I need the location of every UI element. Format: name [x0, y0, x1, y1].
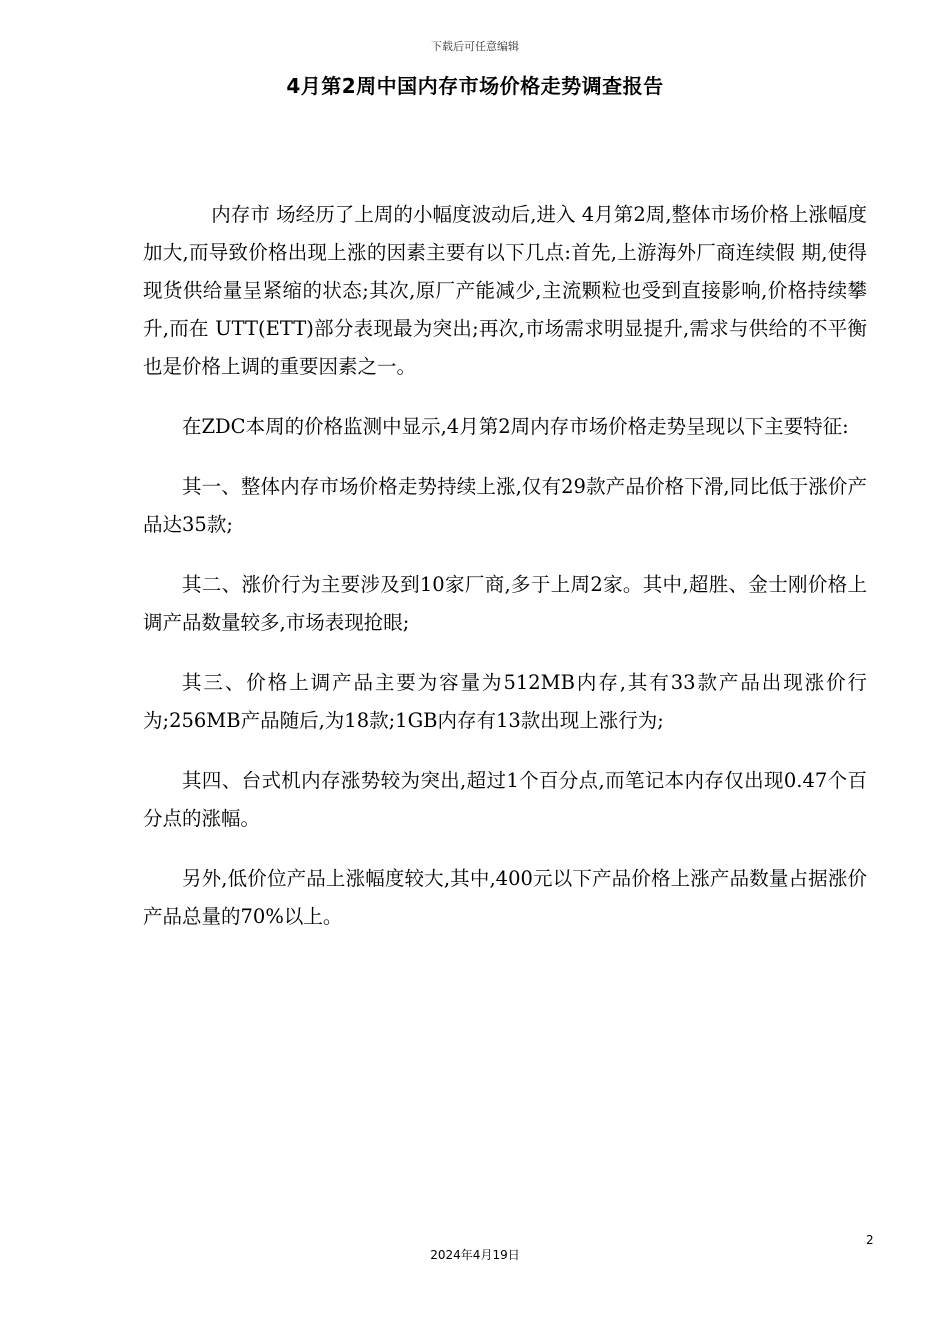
paragraph-additional: 另外,低价位产品上涨幅度较大,其中,400元以下产品价格上涨产品数量占据涨价产品总量的70%以上。 [143, 867, 867, 928]
paragraph-feature-4: 其四、台式机内存涨势较为突出,超过1个百分点,而笔记本内存仅出现0.47个百分点的涨幅。 [143, 769, 867, 830]
footer-date: 2024年4月19日 [430, 1248, 520, 1262]
page-number: 2 [866, 1233, 874, 1247]
document-body [143, 196, 867, 958]
document-title: 4月第2周中国内存市场价格走势调查报告 [286, 74, 664, 98]
header-note: 下载后可任意编辑 [431, 40, 519, 53]
paragraph-feature-2: 其二、涨价行为主要涉及到10家厂商,多于上周2家。其中,超胜、金士刚价格上调产品数量较多,市场表现抢眼; [143, 573, 867, 634]
paragraph-feature-1: 其一、整体内存市场价格走势持续上涨,仅有29款产品价格下滑,同比低于涨价产品达35款; [143, 475, 867, 536]
paragraph-feature-3: 其三、价格上调产品主要为容量为512MB内存,其有33款产品出现涨价行为;256MB产品随后,为18款;1GB内存有13款出现上涨行为; [143, 671, 867, 732]
paragraph-monitoring: 在ZDC本周的价格监测中显示,4月第2周内存市场价格走势呈现以下主要特征: [182, 415, 849, 438]
paragraph-intro: 内存市 场经历了上周的小幅度波动后,进入 4月第2周,整体市场价格上涨幅度加大,而导致价格出现上涨的因素主要有以下几点:首先,上游海外厂商连续假 期,使得现货供给量呈紧缩的状态;其次,原厂产能减少,主流颗粒也受到直接影响,价格持续攀升,而在 UTT(ETT)部分表现最为突出;再次,市场需求明显提升,需求与供给的不平衡也是价格上调的重要因素之一。 [143, 203, 867, 378]
